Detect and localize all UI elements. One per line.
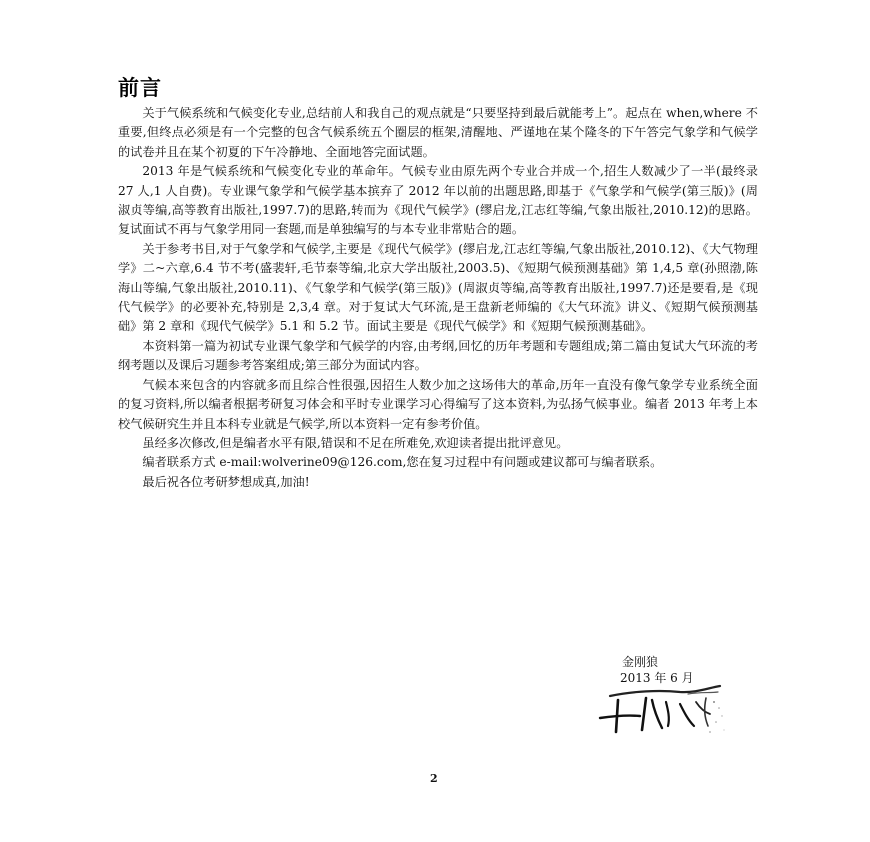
paragraph-1: 关于气候系统和气候变化专业,总结前人和我自己的观点就是“只要坚持到最后就能考上”。起点在 when,where 不重要,但终点必须是有一个完整的包含气候系统五个圈层的框架,清醒地、严谨地在某个隆冬的下午答完气象学和气候学的试卷并且在某个初夏的下午冷静地、全面地答完面试题。 [118,106,758,159]
paragraph-3: 关于参考书目,对于气象学和气候学,主要是《现代气候学》(缪启龙,江志红等编,气象出版社,2010.12)、《大气物理学》二~六章,6.4 节不考(盛裴轩,毛节泰等编,北京大学出版社,2003.5)、《短期气候预测基础》第 1,4,5 章(孙照渤,陈海山等编,气象出版社,2010.11)、《气象学和气候学(第三版)》(周淑贞等编,高等教育出版社,1997.7)还是要看,是《现代气候学》的必要补充,特别是 2,3,4 章。对于复试大气环流,是王盘新老师编的《大气环流》讲义、《短期气候预测基础》第 2 章和《现代气候学》5.1 和 5.2 节。面试主要是《现代气候学》和《短期气候预测基础》。 [118,241,758,334]
paragraph-6: 虽经多次修改,但是编者水平有限,错误和不足在所难免,欢迎读者提出批评意见。 [142,435,569,450]
page-number: 2 [430,772,438,785]
paragraph-2: 2013 年是气候系统和气候变化专业的革命年。气候专业由原先两个专业合并成一个,招生人数减少了一半(最终录 27 人,1 人自费)。专业课气象学和气候学基本摈弃了 2012 年以前的出题思路,即基于《气象学和气候学(第三版)》(周淑贞等编,高等教育出版社,1997.7)的思路,转而为《现代气候学》(缪启龙,江志红等编,气象出版社,2010.12)的思路。复试面试不再与气象学用同一套题,而是单独编写的与本专业非常贴合的题。 [118,164,758,237]
paragraph-5: 气候本来包含的内容就多而且综合性很强,因招生人数少加之这场伟大的革命,历年一直没有像气象学专业系统全面的复习资料,所以编者根据考研复习体会和平时专业课学习心得编写了这本资料,为弘扬气候事业。编者 2013 年考上本校气候研究生并且本科专业就是气候学,所以本资料一定有参考价值。 [118,377,758,431]
paragraph-8: 最后祝各位考研梦想成真,加油! [142,474,310,489]
body-text [118,104,758,492]
handwritten-signature-icon [588,682,728,742]
paragraph-7: 编者联系方式 e-mail:wolverine09@126.com,您在复习过程中有问题或建议都可与编者联系。 [142,455,663,470]
author-name: 金刚狼 [622,655,659,669]
page-title: 前言 [118,76,162,100]
author-date: 2013 年 6 月 [620,671,694,685]
paragraph-4: 本资料第一篇为初试专业课气象学和气候学的内容,由考纲,回忆的历年考题和专题组成;第二篇由复试大气环流的考纲考题以及课后习题参考答案组成;第三部分为面试内容。 [118,338,758,373]
